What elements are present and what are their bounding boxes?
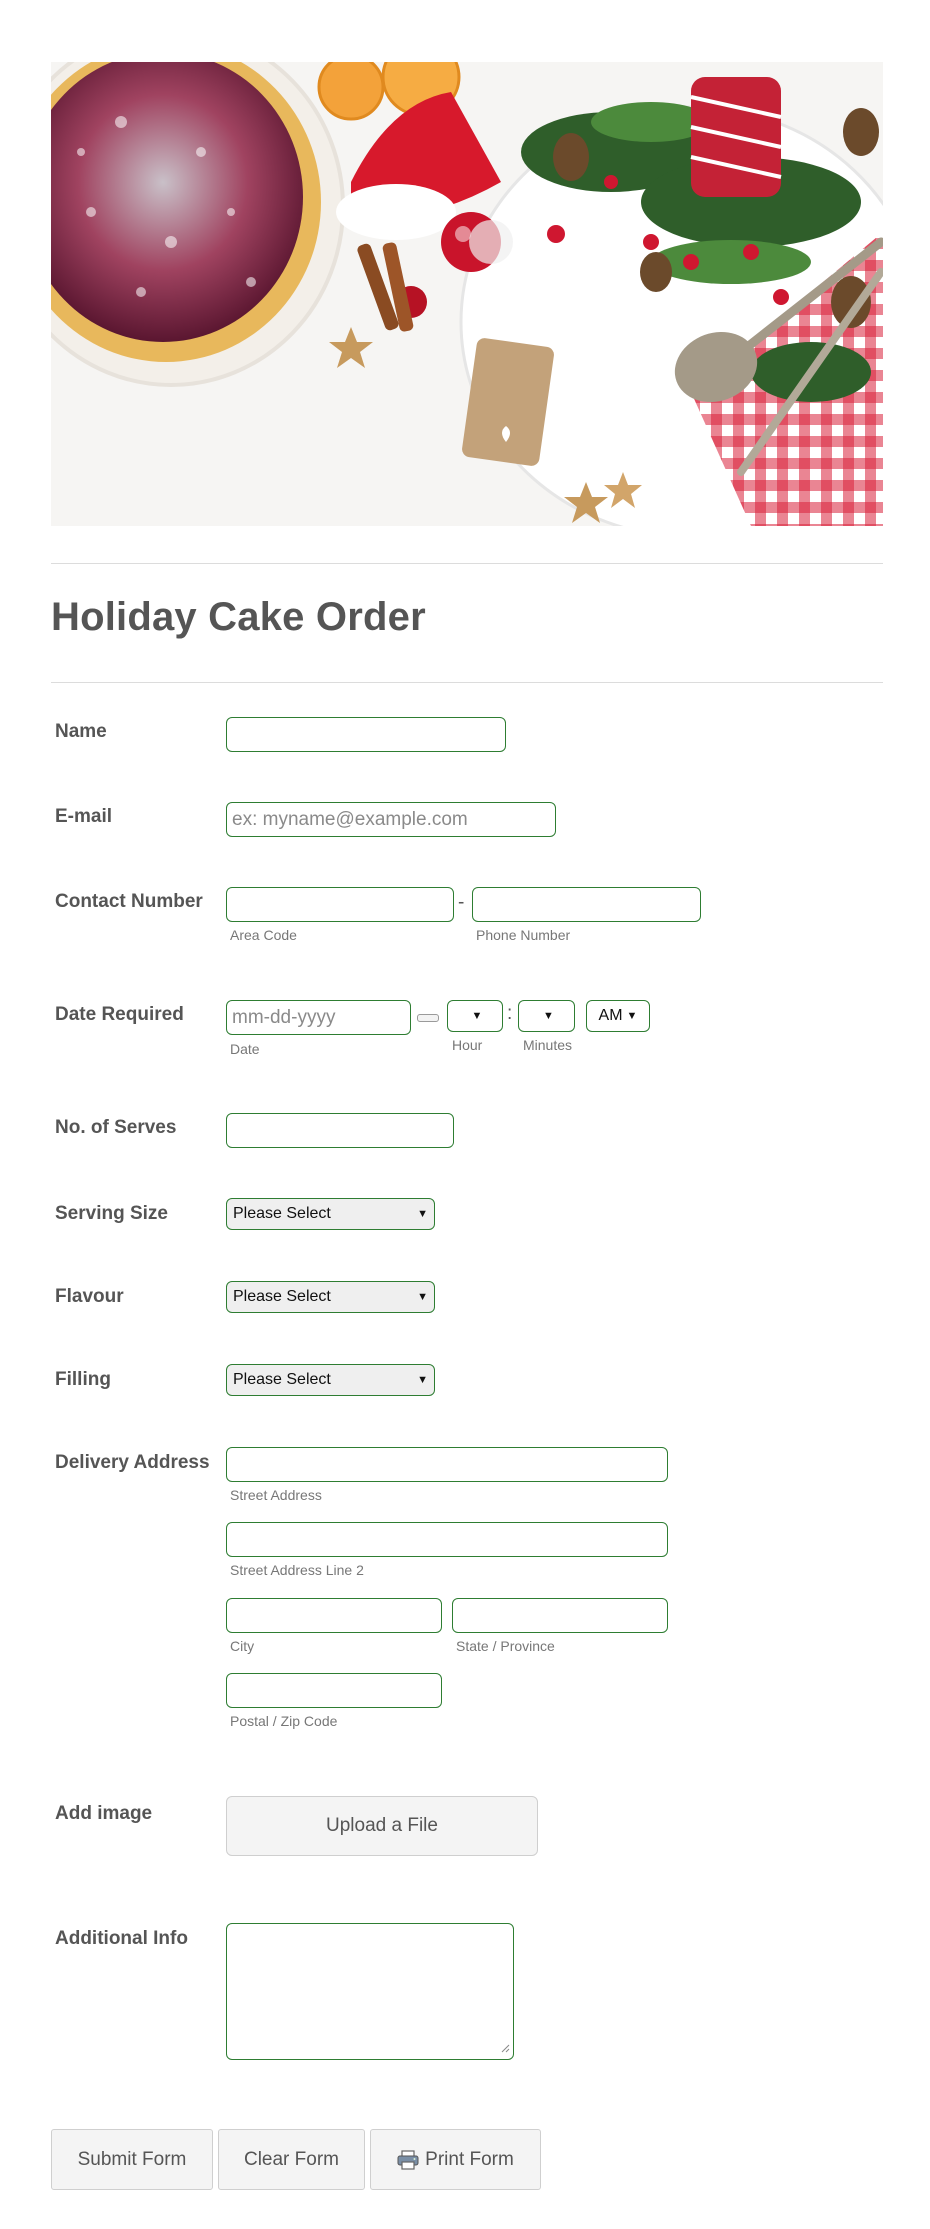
printer-icon: [397, 2150, 419, 2170]
chevron-down-icon: ▼: [543, 1010, 554, 1022]
chevron-down-icon: ▼: [417, 1291, 428, 1303]
upload-file-button[interactable]: Upload a File: [226, 1796, 538, 1856]
page-title: Holiday Cake Order: [51, 595, 426, 639]
flavour-value: Please Select: [233, 1288, 331, 1305]
flavour-select[interactable]: [226, 1281, 435, 1313]
ampm-select[interactable]: [586, 1000, 650, 1032]
clear-form-label: Clear Form: [243, 2148, 339, 2170]
minutes-select[interactable]: [518, 1000, 575, 1032]
filling-select[interactable]: [226, 1364, 435, 1396]
name-label: Name: [55, 721, 107, 742]
phone-number-sublabel: Phone Number: [476, 927, 571, 943]
street-address-sublabel: Street Address: [230, 1487, 322, 1503]
delivery-address-label: Delivery Address: [55, 1452, 210, 1473]
state-input[interactable]: [452, 1598, 668, 1633]
flavour-label: Flavour: [55, 1286, 124, 1307]
filling-value: Please Select: [233, 1371, 331, 1388]
street-address-input[interactable]: [226, 1447, 668, 1482]
serving-size-label: Serving Size: [55, 1203, 168, 1224]
hour-sublabel: Hour: [452, 1037, 483, 1053]
add-image-label: Add image: [55, 1803, 153, 1824]
clear-form-button[interactable]: [218, 2129, 365, 2190]
street-address-line2-input[interactable]: [226, 1522, 668, 1557]
title-divider: [51, 682, 883, 683]
street-address-line2-sublabel: Street Address Line 2: [230, 1562, 364, 1578]
city-sublabel: City: [230, 1638, 255, 1654]
email-input[interactable]: [226, 802, 556, 837]
ampm-select-value: AM: [598, 1007, 623, 1024]
minutes-sublabel: Minutes: [523, 1037, 573, 1053]
date-sublabel: Date: [230, 1041, 260, 1057]
postal-code-input[interactable]: [226, 1673, 442, 1708]
state-sublabel: State / Province: [456, 1638, 555, 1654]
header-divider: [51, 563, 883, 564]
serves-label: No. of Serves: [55, 1117, 177, 1138]
print-form-label: Print Form: [425, 2148, 514, 2170]
serves-input[interactable]: [226, 1113, 454, 1148]
postal-code-sublabel: Postal / Zip Code: [230, 1713, 338, 1729]
contact-number-label: Contact Number: [55, 891, 203, 912]
resize-grip-icon[interactable]: [500, 2043, 510, 2053]
chevron-down-icon: ▼: [471, 1010, 483, 1022]
time-separator: :: [507, 1003, 513, 1024]
chevron-down-icon: ▼: [417, 1208, 428, 1220]
hour-select[interactable]: [447, 1000, 503, 1032]
submit-form-label: Submit Form: [77, 2148, 187, 2170]
area-code-input[interactable]: [226, 887, 454, 922]
filling-label: Filling: [55, 1369, 111, 1390]
area-code-sublabel: Area Code: [230, 927, 297, 943]
phone-number-input[interactable]: [472, 887, 701, 922]
phone-separator: -: [458, 892, 465, 913]
date-input[interactable]: [226, 1000, 411, 1035]
additional-info-label: Additional Info: [55, 1928, 188, 1949]
header-image: [51, 62, 883, 526]
serving-size-value: Please Select: [233, 1205, 331, 1222]
city-input[interactable]: [226, 1598, 442, 1633]
name-input[interactable]: [226, 717, 506, 752]
serving-size-select[interactable]: [226, 1198, 435, 1230]
chevron-down-icon: ▼: [626, 1010, 638, 1022]
calendar-icon[interactable]: [417, 1014, 439, 1022]
email-label: E-mail: [55, 806, 113, 827]
print-form-button[interactable]: [370, 2129, 541, 2190]
chevron-down-icon: ▼: [417, 1374, 428, 1386]
date-required-label: Date Required: [55, 1004, 184, 1025]
submit-form-button[interactable]: [51, 2129, 213, 2190]
additional-info-textarea[interactable]: [226, 1923, 514, 2060]
